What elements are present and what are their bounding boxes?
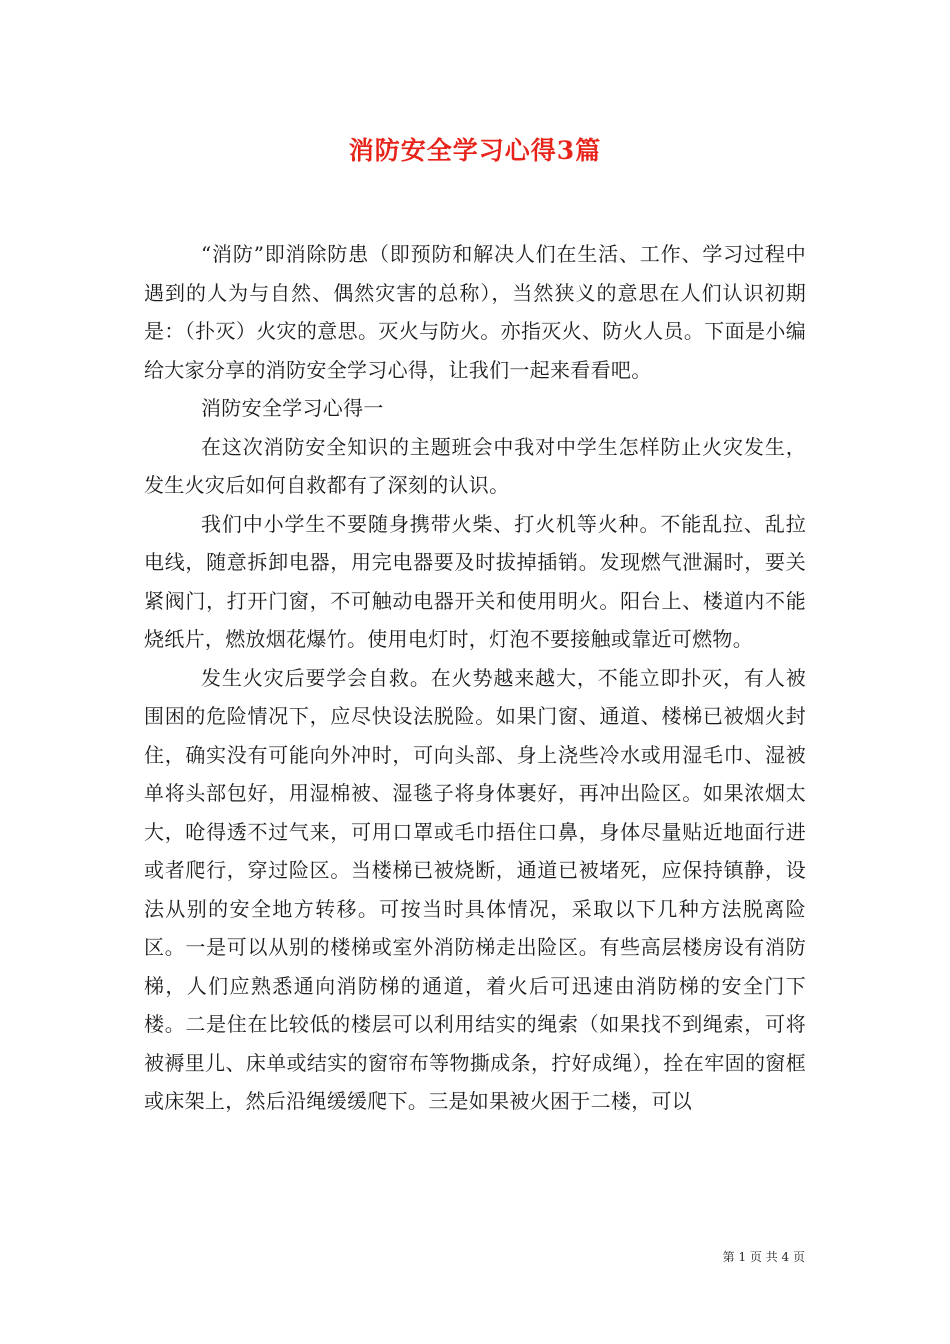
body-paragraph: 在这次消防安全知识的主题班会中我对中学生怎样防止火灾发生，发生火灾后如何自救都有了深刻的认识。 [144,434,806,497]
body-paragraph: 发生火灾后要学会自救。在火势越来越大，不能立即扑灭，有人被围困的危险情况下，应尽快设法脱险。如果门窗、通道、楼梯已被烟火封住，确实没有可能向外冲时，可向头部、身上浇些冷水或用湿毛巾、湿被单将头部包好，用湿棉被、湿毯子将身体裹好，再冲出险区。如果浓烟太大，呛得透不过气来，可用口罩或毛巾捂住口鼻，身体尽量贴近地面行进或者爬行，穿过险区。当楼梯已被烧断，通道已被堵死，应保持镇静，设法从别的安全地方转移。可按当时具体情况，采取以下几种方法脱离险区。一是可以从别的楼梯或室外消防梯走出险区。有些高层楼房设有消防梯，人们应熟悉通向消防梯的通道，着火后可迅速由消防梯的安全门下楼。二是住在比较低的楼层可以利用结实的绳索（如果找不到绳索，可将被褥里儿、床单或结实的窗帘布等物撕成条，拧好成绳），拴在牢固的窗框或床架上，然后沿绳缓缓爬下。三是如果被火困于二楼，可以 [144,665,806,1113]
page-number-footer: 第 1 页 共 4 页 [722,1250,805,1264]
intro-paragraph: “消防”即消除防患（即预防和解决人们在生活、工作、学习过程中遇到的人为与自然、偶然灾害的总称），当然狭义的意思在人们认识初期是：（扑灭）火灾的意思。灭火与防火。亦指灭火、防火人员。下面是小编给大家分享的消防安全学习心得，让我们一起来看看吧。 [144,242,806,382]
body-paragraph: 我们中小学生不要随身携带火柴、打火机等火种。不能乱拉、乱拉电线，随意拆卸电器，用完电器要及时拔掉插销。发现燃气泄漏时，要关紧阀门，打开门窗，不可触动电器开关和使用明火。阳台上、楼道内不能烧纸片，燃放烟花爆竹。使用电灯时，灯泡不要接触或靠近可燃物。 [144,511,806,651]
section-heading: 消防安全学习心得一 [201,396,384,420]
document-title: 消防安全学习心得3篇 [348,136,602,165]
document-body [144,235,806,1121]
